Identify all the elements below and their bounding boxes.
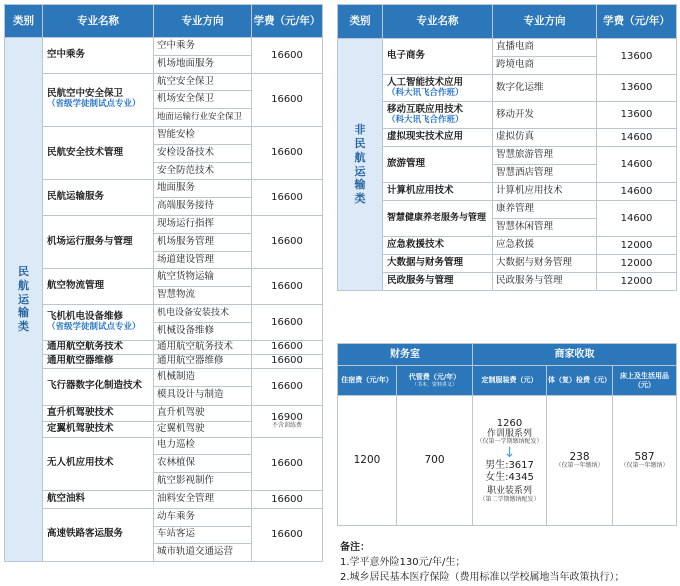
header-direction: 专业方向 xyxy=(493,5,597,39)
direction: 虚拟仿真 xyxy=(493,129,597,147)
fee: 14600 xyxy=(597,129,677,147)
direction: 通用航空器维修 xyxy=(154,354,252,368)
major-name: 电子商务 xyxy=(383,39,493,75)
direction: 场道建设管理 xyxy=(154,251,252,269)
major-name: 民航空中安全保卫 （省级学徒制试点专业） xyxy=(43,73,154,126)
bedding-note: （仅第一年缴纳） xyxy=(620,462,669,470)
major-name: 通用航空器维修 xyxy=(43,354,154,368)
fee-note: 不含训练费 xyxy=(271,422,302,430)
major-subnote: （科大讯飞合作班） xyxy=(387,87,464,98)
direction: 农林植保 xyxy=(154,455,252,473)
fee: 16600 xyxy=(252,490,323,508)
uniform-career-note: （第二学期缴纳配发） xyxy=(479,495,540,503)
group-merchant: 商家收取 xyxy=(473,344,677,366)
col-medical: 体（复）检费（元） xyxy=(547,366,613,396)
header-category: 类别 xyxy=(338,5,383,39)
fee: 12000 xyxy=(597,273,677,291)
fee: 14600 xyxy=(597,147,677,183)
fee: 16600 xyxy=(252,215,323,268)
direction: 定翼机驾驶 xyxy=(154,421,252,437)
col-accommodation: 住宿费（元/年） xyxy=(338,366,397,396)
direction: 机场地面服务 xyxy=(154,55,252,73)
direction: 安检设备技术 xyxy=(154,144,252,162)
category-label: 非 民 航 运 输 类 xyxy=(338,39,383,291)
direction: 机械设备维修 xyxy=(154,322,252,340)
uniform-total: 1260 xyxy=(496,417,523,429)
direction: 机电设备安装技术 xyxy=(154,304,252,322)
direction: 机场安全保卫 xyxy=(154,91,252,109)
direction: 智慧旅游管理 xyxy=(493,147,597,165)
direction: 移动开发 xyxy=(493,102,597,129)
major-name: 航空油料 xyxy=(43,490,154,508)
direction: 油料安全管理 xyxy=(154,490,252,508)
direction: 计算机应用技术 xyxy=(493,183,597,201)
remark-item: 1.学平意外险130元/年/生； xyxy=(340,557,466,568)
accommodation-fee: 1200 xyxy=(338,396,397,526)
uniform-female: 女生:4345 xyxy=(485,471,534,483)
uniform-training: 作训服系列 xyxy=(486,429,532,440)
direction: 动车乘务 xyxy=(154,508,252,526)
major-name: 高速铁路客运服务 xyxy=(43,508,154,561)
major-name: 定翼机驾驶技术 xyxy=(43,421,154,437)
direction: 智慧物流 xyxy=(154,287,252,305)
fee: 14600 xyxy=(597,201,677,237)
direction: 航空货物运输 xyxy=(154,269,252,287)
header-major: 专业名称 xyxy=(43,5,154,38)
medical-note: （仅第一年缴纳） xyxy=(555,462,604,470)
fee: 16600 xyxy=(252,304,323,340)
fee: 16600 xyxy=(252,126,323,179)
major-name: 虚拟现实技术应用 xyxy=(383,129,493,147)
fee: 16600 xyxy=(252,38,323,74)
header-fee: 学费（元/年） xyxy=(252,5,323,38)
medical-fee: 238 （仅第一年缴纳） xyxy=(547,396,613,526)
direction: 机场服务管理 xyxy=(154,233,252,251)
col-uniform: 定制服装费（元） xyxy=(473,366,547,396)
col-agency-note: （书本、资料讲义） xyxy=(411,381,457,388)
major-name: 航空物流管理 xyxy=(43,269,154,305)
major-name: 民政服务与管理 xyxy=(383,273,493,291)
major-name: 飞行器数字化制造技术 xyxy=(43,368,154,405)
col-bedding: 床上及生活用品（元） xyxy=(613,366,677,396)
major-name: 大数据与财务管理 xyxy=(383,255,493,273)
remark-item: 2.城乡居民基本医疗保险（费用标准以学校属地当年政策执行）； xyxy=(340,572,625,583)
fee: 13600 xyxy=(597,102,677,129)
fee: 13600 xyxy=(597,39,677,75)
fee: 16600 xyxy=(252,180,323,216)
major-name: 旅游管理 xyxy=(383,147,493,183)
direction: 城市轨道交通运营 xyxy=(154,544,252,562)
header-fee: 学费（元/年） xyxy=(597,5,677,39)
civil-aviation-fee-table xyxy=(4,4,323,562)
major-name: 计算机应用技术 xyxy=(383,183,493,201)
direction: 康养管理 xyxy=(493,201,597,219)
direction: 智慧酒店管理 xyxy=(493,165,597,183)
major-name: 通用航空航务技术 xyxy=(43,340,154,354)
direction: 跨境电商 xyxy=(493,57,597,75)
direction: 航空安全保卫 xyxy=(154,73,252,91)
direction: 智慧休闲管理 xyxy=(493,219,597,237)
uniform-male: 男生:3617 xyxy=(485,460,534,472)
fee: 12000 xyxy=(597,237,677,255)
direction: 通用航空航务技术 xyxy=(154,340,252,354)
direction: 应急救援 xyxy=(493,237,597,255)
fee: 16900 不含训练费 xyxy=(252,405,323,437)
major-name: 应急救援技术 xyxy=(383,237,493,255)
direction: 机械制造 xyxy=(154,368,252,387)
major-name: 民航安全技术管理 xyxy=(43,126,154,179)
other-fees-table xyxy=(337,343,677,526)
direction: 现场运行指挥 xyxy=(154,215,252,233)
direction: 民政服务与管理 xyxy=(493,273,597,291)
header-direction: 专业方向 xyxy=(154,5,252,38)
direction: 安全防范技术 xyxy=(154,162,252,180)
category-label: 民 航 运 输 类 xyxy=(5,38,43,562)
direction: 直升机驾驶 xyxy=(154,405,252,421)
header-major: 专业名称 xyxy=(383,5,493,39)
uniform-training-note: （仅第一学期缴纳配发） xyxy=(476,438,543,446)
bedding-fee: 587 （仅第一年缴纳） xyxy=(613,396,677,526)
direction: 空中乘务 xyxy=(154,38,252,56)
direction: 电力巡检 xyxy=(154,437,252,455)
fee: 16600 xyxy=(252,354,323,368)
major-subnote: （省级学徒制试点专业） xyxy=(47,321,141,332)
major-subnote: （科大讯飞合作班） xyxy=(387,114,464,125)
fee: 16600 xyxy=(252,269,323,305)
arrow-down-icon: ↓ xyxy=(503,445,516,462)
major-name: 民航运输服务 xyxy=(43,180,154,216)
fee: 16600 xyxy=(252,73,323,126)
agency-fee: 700 xyxy=(397,396,473,526)
remarks xyxy=(340,540,680,585)
major-name: 无人机应用技术 xyxy=(43,437,154,490)
direction: 高端服务接待 xyxy=(154,198,252,216)
direction: 地面服务 xyxy=(154,180,252,198)
direction: 航空影视制作 xyxy=(154,473,252,491)
fee: 12000 xyxy=(597,255,677,273)
uniform-fee xyxy=(473,396,547,526)
fee: 14600 xyxy=(597,183,677,201)
direction: 模具设计与制造 xyxy=(154,387,252,406)
header-category: 类别 xyxy=(5,5,43,38)
direction: 数字化运维 xyxy=(493,75,597,102)
uniform-career: 职业装系列 xyxy=(486,486,532,497)
fee: 16600 xyxy=(252,368,323,405)
major-name: 机场运行服务与管理 xyxy=(43,215,154,268)
direction: 大数据与财务管理 xyxy=(493,255,597,273)
major-subnote: （省级学徒制试点专业） xyxy=(47,99,141,110)
major-name: 空中乘务 xyxy=(43,38,154,74)
major-name: 人工智能技术应用 （科大讯飞合作班） xyxy=(383,75,493,102)
fee: 16600 xyxy=(252,437,323,490)
direction: 直播电商 xyxy=(493,39,597,57)
fee: 16600 xyxy=(252,508,323,561)
direction: 智能安检 xyxy=(154,126,252,144)
col-agency: 代管费（元/年） （书本、资料讲义） xyxy=(397,366,473,396)
direction: 地面运输行业安全保卫 xyxy=(154,109,252,127)
major-name: 直升机驾驶技术 xyxy=(43,405,154,421)
major-name: 移动互联应用技术 （科大讯飞合作班） xyxy=(383,102,493,129)
direction: 车站客运 xyxy=(154,526,252,544)
major-name: 智慧健康养老服务与管理 xyxy=(383,201,493,237)
fee: 16600 xyxy=(252,340,323,354)
major-name: 飞机机电设备维修 （省级学徒制试点专业） xyxy=(43,304,154,340)
remarks-title: 备注： xyxy=(340,542,370,553)
fee: 13600 xyxy=(597,75,677,102)
non-civil-aviation-fee-table xyxy=(337,4,677,291)
group-finance: 财务室 xyxy=(338,344,473,366)
